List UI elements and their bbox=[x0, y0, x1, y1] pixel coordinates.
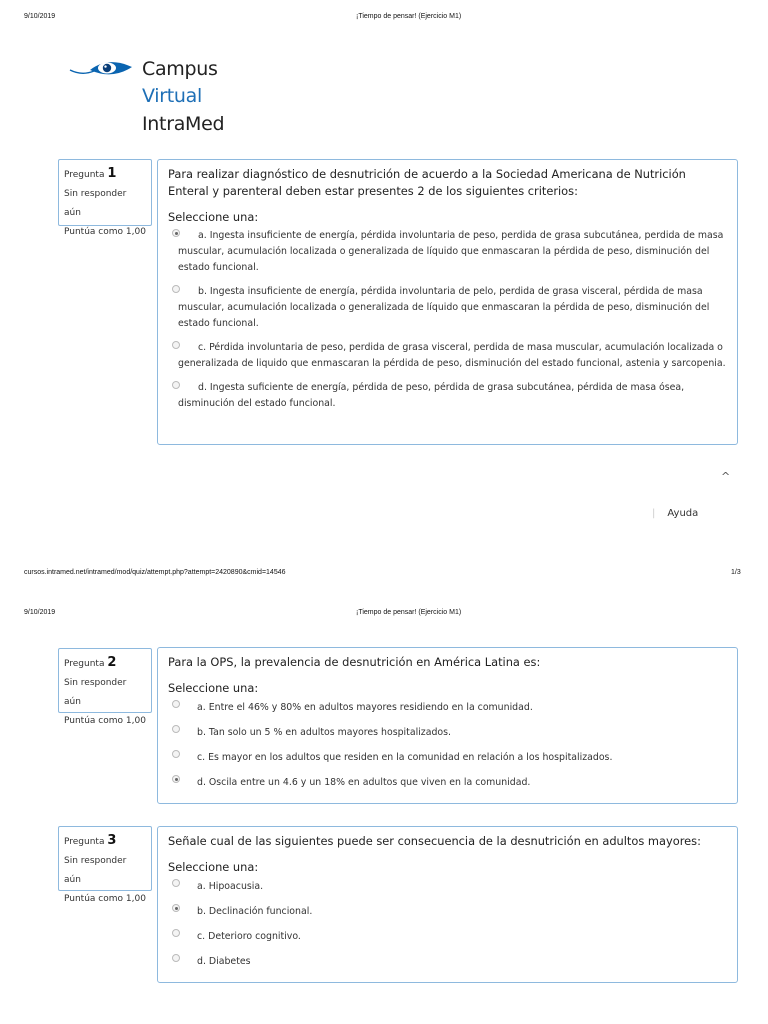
option-text: b. Ingesta insuficiente de energía, pérdida involuntaria de pelo, perdida de grasa visceral, pérdida de masa muscular, acumulación localizada o generalizada de líquido que enmascaran la pérdida de peso, disminución del estado funcional. bbox=[178, 286, 710, 329]
question-number: 3 bbox=[107, 833, 117, 848]
radio-button[interactable] bbox=[172, 285, 180, 293]
radio-button[interactable] bbox=[172, 341, 180, 349]
question-label: Pregunta bbox=[64, 837, 105, 847]
help-label: Ayuda bbox=[667, 508, 699, 519]
radio-button[interactable] bbox=[172, 775, 180, 783]
option-text: d. Ingesta suficiente de energía, pérdida de peso, pérdida de grasa subcutánea, pérdida de masa ósea, disminución del estado funcional. bbox=[178, 382, 685, 409]
option-text: b. Tan solo un 5 % en adultos mayores hospitalizados. bbox=[197, 727, 452, 738]
question-box-3 bbox=[157, 826, 738, 983]
logo-line-intramed: IntraMed bbox=[142, 113, 225, 135]
eye-logo-icon bbox=[68, 58, 134, 80]
answer-option[interactable] bbox=[168, 338, 727, 378]
radio-button[interactable] bbox=[172, 381, 180, 389]
question-label: Pregunta bbox=[64, 170, 105, 180]
print-date: 9/10/2019 bbox=[24, 609, 56, 616]
answer-option[interactable] bbox=[168, 876, 727, 901]
question-label: Pregunta bbox=[64, 659, 105, 669]
answer-option[interactable] bbox=[168, 901, 727, 926]
select-prompt: Seleccione una: bbox=[168, 681, 259, 695]
radio-button[interactable] bbox=[172, 929, 180, 937]
print-page-number: 1/3 bbox=[731, 569, 741, 576]
question-score: Puntúa como 1,00 bbox=[64, 894, 146, 904]
question-number: 1 bbox=[107, 166, 117, 181]
option-text: d. Diabetes bbox=[197, 956, 251, 967]
answer-option[interactable] bbox=[168, 722, 727, 747]
question-score: Puntúa como 1,00 bbox=[64, 227, 146, 237]
print-url: cursos.intramed.net/intramed/mod/quiz/attempt.php?attempt=2420890&cmid=14546 bbox=[24, 569, 286, 576]
logo-line-virtual: Virtual bbox=[142, 85, 202, 107]
question-number: 2 bbox=[107, 655, 117, 670]
question-text: Para realizar diagnóstico de desnutrición de acuerdo a la Sociedad Americana de Nutrición Enteral y parenteral deben estar presentes 2 de los siguientes criterios: bbox=[168, 167, 686, 198]
options-list bbox=[168, 697, 727, 797]
answer-option[interactable] bbox=[168, 282, 727, 338]
question-text: Para la OPS, la prevalencia de desnutrición en América Latina es: bbox=[168, 655, 541, 669]
radio-button[interactable] bbox=[172, 750, 180, 758]
options-list bbox=[168, 876, 727, 976]
option-text: a. Entre el 46% y 80% en adultos mayores residiendo en la comunidad. bbox=[197, 702, 533, 713]
option-text: c. Es mayor en los adultos que residen en la comunidad en relación a los hospitalizados. bbox=[197, 752, 613, 763]
answer-option[interactable] bbox=[168, 697, 727, 722]
question-info-3 bbox=[58, 826, 152, 904]
answer-option[interactable] bbox=[168, 226, 727, 282]
option-text: c. Pérdida involuntaria de peso, perdida de grasa visceral, perdida de masa muscular, acumulación localizada o generalizada de liquido que enmascaran la pérdida de peso, disminución del estado funcional, astenia y sarcopenia. bbox=[178, 342, 726, 369]
option-text: d. Oscila entre un 4.6 y un 18% en adultos que viven en la comunidad. bbox=[197, 777, 531, 788]
question-info-2 bbox=[58, 648, 152, 726]
radio-button[interactable] bbox=[172, 879, 180, 887]
question-status: Sin responder aún bbox=[64, 189, 127, 218]
question-status: Sin responder aún bbox=[64, 856, 127, 885]
radio-button[interactable] bbox=[172, 904, 180, 912]
select-prompt: Seleccione una: bbox=[168, 210, 259, 224]
print-title: ¡Tiempo de pensar! (Ejercicio M1) bbox=[356, 13, 462, 20]
option-text: c. Deterioro cognitivo. bbox=[197, 931, 301, 942]
answer-option[interactable] bbox=[168, 378, 727, 418]
answer-option[interactable] bbox=[168, 951, 727, 976]
radio-button[interactable] bbox=[172, 954, 180, 962]
print-date: 9/10/2019 bbox=[24, 13, 56, 20]
question-box-1 bbox=[157, 159, 738, 445]
question-box-2 bbox=[157, 647, 738, 804]
answer-option[interactable] bbox=[168, 772, 727, 797]
question-info-1 bbox=[58, 159, 152, 237]
option-text: b. Declinación funcional. bbox=[197, 906, 313, 917]
radio-button[interactable] bbox=[172, 700, 180, 708]
separator: | bbox=[652, 508, 656, 519]
radio-button[interactable] bbox=[172, 725, 180, 733]
answer-option[interactable] bbox=[168, 747, 727, 772]
option-text: a. Ingesta insuficiente de energía, pérdida involuntaria de peso, perdida de grasa subcutánea, perdida de masa muscular, acumulación localizada o generalizada de líquido que enmascaran la pérdida de peso, disminución del estado funcional. bbox=[178, 230, 724, 273]
select-prompt: Seleccione una: bbox=[168, 860, 259, 874]
help-link[interactable] bbox=[652, 508, 698, 519]
print-title: ¡Tiempo de pensar! (Ejercicio M1) bbox=[356, 609, 462, 616]
radio-button[interactable] bbox=[172, 229, 180, 237]
logo-line-campus: Campus bbox=[142, 58, 218, 80]
option-text: a. Hipoacusia. bbox=[197, 881, 264, 892]
scroll-top-icon[interactable]: ^ bbox=[721, 470, 731, 483]
question-status: Sin responder aún bbox=[64, 678, 127, 707]
answer-option[interactable] bbox=[168, 926, 727, 951]
question-text: Señale cual de las siguientes puede ser consecuencia de la desnutrición en adultos mayores: bbox=[168, 834, 701, 848]
options-list bbox=[168, 226, 727, 418]
question-score: Puntúa como 1,00 bbox=[64, 716, 146, 726]
